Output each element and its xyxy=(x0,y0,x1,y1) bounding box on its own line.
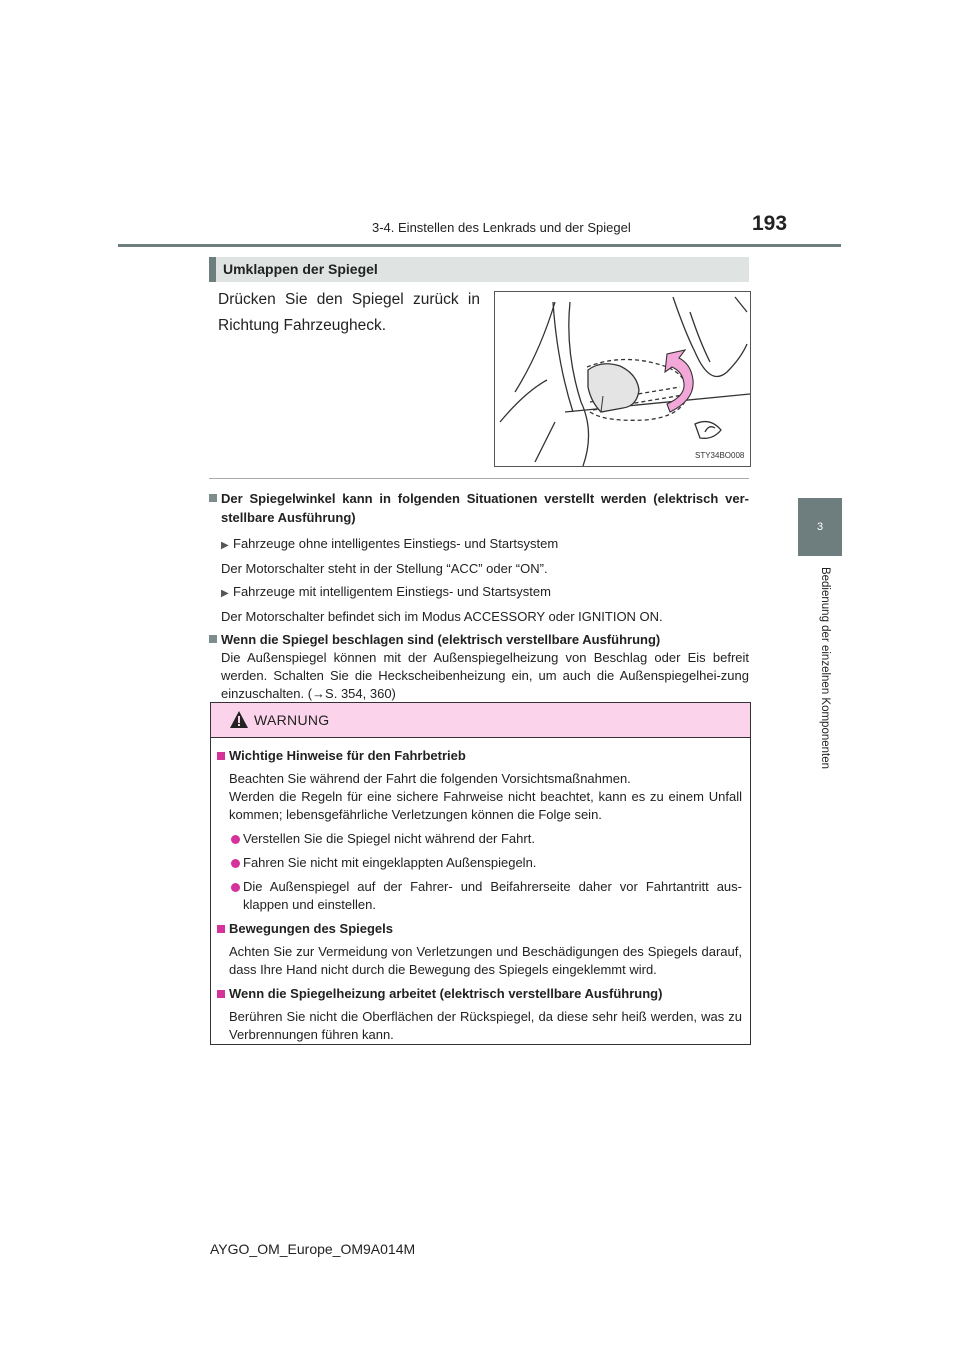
note-sub-a-text: Der Motorschalter steht in der Stellung “ACC” oder “ON”. xyxy=(221,561,548,576)
arrow-right-icon: ▶ xyxy=(221,540,229,551)
square-bullet-icon xyxy=(209,635,217,643)
note-heading-angle: Der Spiegelwinkel kann in folgenden Situationen verstellt werden (elektrisch ver-stellbare Ausführung) xyxy=(209,489,749,527)
warning-box xyxy=(210,702,751,1045)
section-separator xyxy=(209,478,749,479)
note-fog-text: Die Außenspiegel können mit der Außenspiegelheizung von Beschlag oder Eis befreit werden. Schalten Sie die Heckscheibenheizung ein, um auch die Außenspiegelhei-zung einzuschalten. (→S. 354, 360) xyxy=(221,650,749,701)
section-title-bar xyxy=(209,257,749,282)
mirror-illustration-svg xyxy=(495,292,750,466)
page-number: 193 xyxy=(752,212,788,235)
warning-movement-text: Achten Sie zur Vermeidung von Verletzungen und Beschädigungen des Spiegels darauf, dass Ihre Hand nicht durch die Bewegung des Spiegels eingeklemmt wird. xyxy=(229,944,742,977)
header-rule xyxy=(118,244,841,247)
section-title: Umklappen der Spiegel xyxy=(223,261,378,277)
note-sub-b: ▶ Fahrzeuge mit intelligentem Einstiegs- und Startsystem xyxy=(209,583,749,603)
mirror-fold-illustration xyxy=(494,291,751,467)
warning-heading-heater: Wenn die Spiegelheizung arbeitet (elektrisch verstellbare Ausführung) xyxy=(217,985,742,1003)
arrow-right-icon: ▶ xyxy=(221,588,229,599)
warning-triangle-icon xyxy=(229,710,249,729)
notes-body xyxy=(209,489,749,703)
chapter-tab: 3 xyxy=(798,498,842,556)
square-bullet-icon xyxy=(209,494,217,502)
warning-bullet-2: Fahren Sie nicht mit eingeklappten Außenspiegeln. xyxy=(217,854,742,872)
round-bullet-icon xyxy=(231,835,240,844)
warning-header xyxy=(211,703,750,738)
chapter-label: Bedienung der einzelnen Komponenten xyxy=(819,566,831,770)
warning-driving-text2: Werden die Regeln für eine sichere Fahrweise nicht beachtet, kann es zu einem Unfall kommen; lebensgefährliche Verletzungen können die Folge sein. xyxy=(229,789,742,822)
note-heading-fog: Wenn die Spiegel beschlagen sind (elektrisch verstellbare Ausführung) xyxy=(209,630,749,649)
warning-body xyxy=(217,747,742,1044)
note-sub-a: ▶ Fahrzeuge ohne intelligentes Einstiegs- und Startsystem xyxy=(209,535,749,555)
intro-text: Drücken Sie den Spiegel zurück in Richtung Fahrzeugheck. xyxy=(218,291,480,334)
warning-heading-driving: Wichtige Hinweise für den Fahrbetrieb xyxy=(217,747,742,765)
round-bullet-icon xyxy=(231,883,240,892)
warning-heater-text: Berühren Sie nicht die Oberflächen der Rückspiegel, da diese sehr heiß werden, was zu Verbrennungen führen kann. xyxy=(229,1009,742,1042)
figure-code: STY34BO008 xyxy=(695,451,745,460)
warning-bullet-3: Die Außenspiegel auf der Fahrer- und Beifahrerseite daher vor Fahrtantritt aus-klappen und einstellen. xyxy=(217,878,742,914)
running-header-title: 3-4. Einstellen des Lenkrads und der Spiegel xyxy=(372,220,631,235)
note-sub-b-text: Der Motorschalter befindet sich im Modus ACCESSORY oder IGNITION ON. xyxy=(221,609,663,624)
square-bullet-icon xyxy=(217,752,225,760)
section-title-accent xyxy=(209,257,216,282)
warning-bullet-1: Verstellen Sie die Spiegel nicht während der Fahrt. xyxy=(217,830,742,848)
document-code: AYGO_OM_Europe_OM9A014M xyxy=(210,1241,416,1257)
warning-title: WARNUNG xyxy=(254,712,330,728)
fold-direction-arrow xyxy=(665,350,693,412)
round-bullet-icon xyxy=(231,859,240,868)
warning-driving-text1: Beachten Sie während der Fahrt die folgenden Vorsichtsmaßnahmen. xyxy=(229,771,631,786)
warning-heading-movement: Bewegungen des Spiegels xyxy=(217,920,742,938)
square-bullet-icon xyxy=(217,925,225,933)
square-bullet-icon xyxy=(217,990,225,998)
